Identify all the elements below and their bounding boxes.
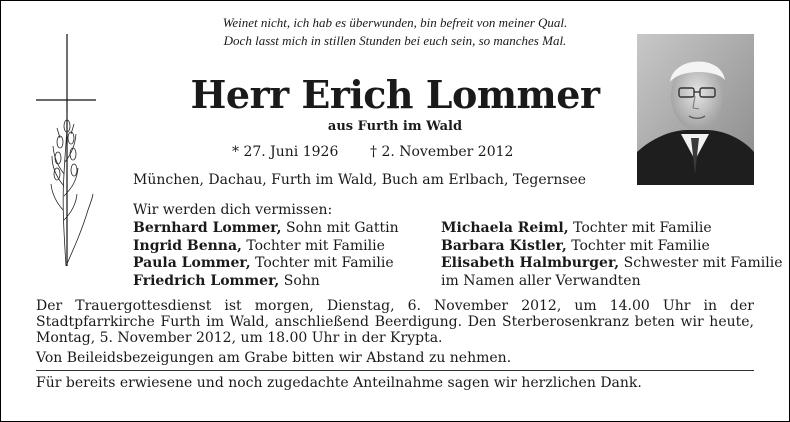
- mourners-left-column: [133, 220, 399, 290]
- service-announcement: Der Trauergottesdienst ist morgen, Dienstag, 6. November 2012, um 14.00 Uhr in der Stadtpfarrkirche Furth im Wald, anschließend Beerdigung. Den Sterberosenkranz beten wir heute, Montag, 5. November 2012, um 18.00 Uhr in der Krypta.: [36, 298, 754, 346]
- condolence-note: Von Beileidsbezeigungen am Grabe bitten wir Abstand zu nehmen.: [36, 350, 512, 366]
- divider: [36, 370, 754, 371]
- mourner-relation: Sohn: [279, 272, 320, 289]
- death-date: † 2. November 2012: [370, 144, 514, 160]
- mourner-relation: Tochter mit Familie: [250, 255, 394, 271]
- mourner-relation: im Namen aller Verwandten: [441, 272, 641, 289]
- mourner-name: Michaela Reiml,: [441, 220, 569, 236]
- mourner-relation: Tochter mit Familie: [566, 237, 710, 254]
- mourner-name: Paula Lommer,: [133, 255, 251, 271]
- mourners-intro: Wir werden dich vermissen:: [133, 202, 333, 218]
- mourner-name: Friedrich Lommer,: [133, 272, 280, 289]
- mourner-row: [133, 255, 399, 273]
- mourner-relation: Tochter mit Familie: [568, 220, 712, 236]
- mourner-row: [133, 273, 399, 291]
- mourner-row: [133, 220, 399, 238]
- mourners-right-column: [441, 220, 783, 290]
- mourner-row: [441, 238, 783, 256]
- mourner-row: [441, 273, 783, 291]
- deceased-origin: aus Furth im Wald: [327, 119, 463, 134]
- poem-line-2: Doch lasst mich in stillen Stunden bei euch sein, so manches Mal.: [223, 33, 567, 48]
- places-line: München, Dachau, Furth im Wald, Buch am Erlbach, Tegernsee: [133, 172, 587, 188]
- mourner-name: Ingrid Benna,: [133, 237, 242, 254]
- mourner-name: Elisabeth Halmburger,: [441, 255, 620, 271]
- mourner-relation: Sohn mit Gattin: [281, 220, 399, 236]
- mourner-relation: Tochter mit Familie: [241, 237, 385, 254]
- birth-date: * 27. Juni 1926: [232, 144, 339, 160]
- cross-with-wheat-icon: [30, 34, 96, 266]
- poem: [150, 14, 640, 50]
- deceased-name: Herr Erich Lommer: [190, 72, 600, 117]
- mourner-row: [441, 255, 783, 273]
- life-dates: [150, 144, 640, 164]
- poem-line-1: Weinet nicht, ich hab es überwunden, bin befreit von meiner Qual.: [222, 15, 568, 30]
- mourner-name: Bernhard Lommer,: [133, 220, 282, 236]
- thanks-note: Für bereits erwiesene und noch zugedachte Anteilnahme sagen wir herzlichen Dank.: [36, 375, 642, 391]
- mourner-name: Barbara Kistler,: [441, 237, 567, 254]
- mourner-relation: Schwester mit Familie: [619, 255, 783, 271]
- portrait-photo: [637, 34, 754, 185]
- mourner-row: [441, 220, 783, 238]
- mourner-row: [133, 238, 399, 256]
